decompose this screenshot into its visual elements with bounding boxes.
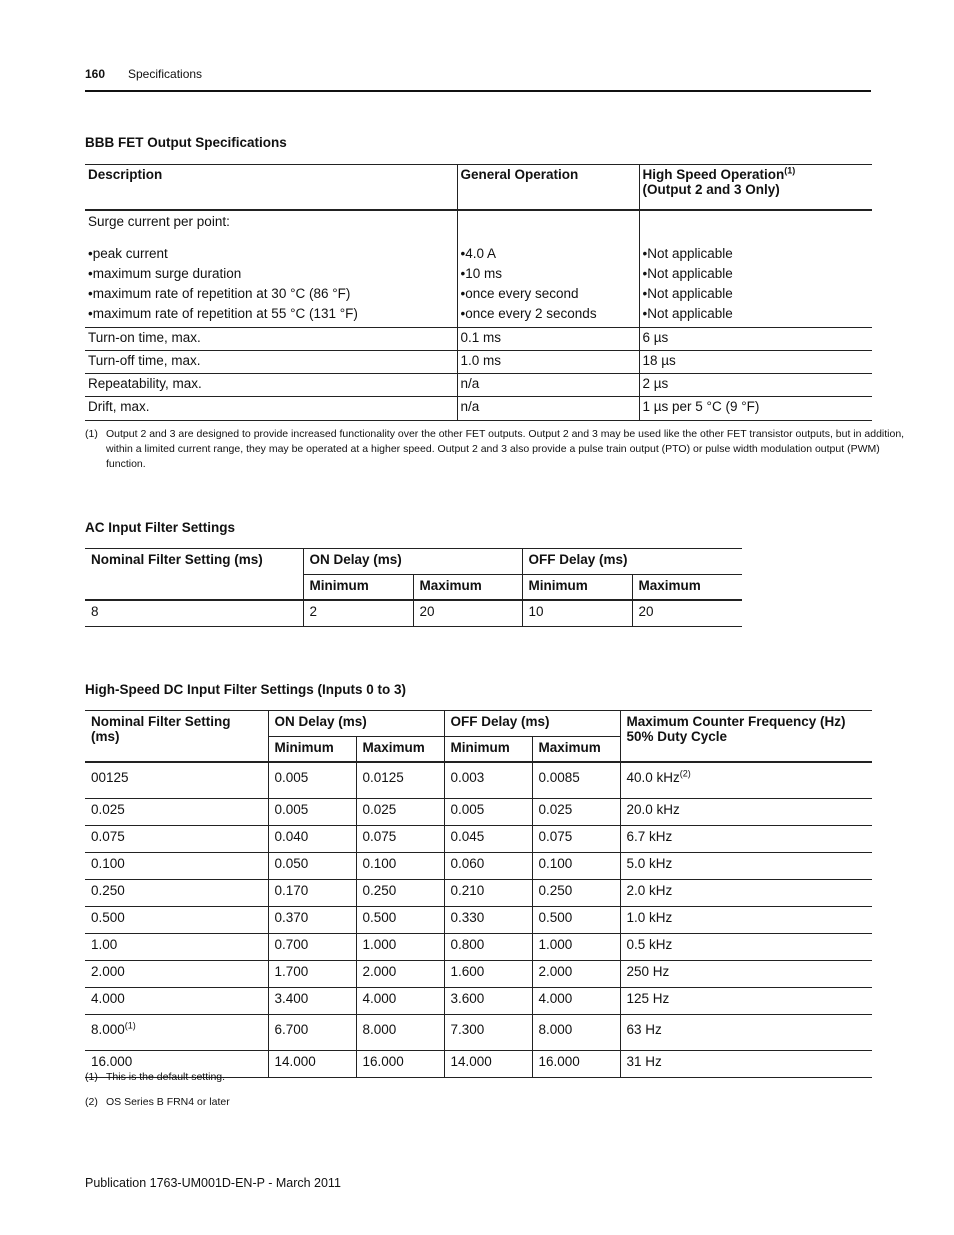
surge-description-cell bbox=[85, 210, 457, 328]
cell-value: 4.000 bbox=[362, 991, 397, 1006]
table-row bbox=[85, 397, 872, 421]
section-title: Specifications bbox=[128, 67, 203, 81]
col-on-minimum: Minimum bbox=[268, 737, 356, 763]
cell: 1.0 ms bbox=[457, 351, 639, 374]
cell bbox=[532, 1051, 620, 1078]
col-on-delay: ON Delay (ms) bbox=[303, 549, 522, 575]
cell bbox=[620, 1015, 872, 1051]
cell-value: 0.250 bbox=[538, 883, 573, 898]
footnote-number: (2) bbox=[85, 1096, 98, 1108]
table-header-row bbox=[85, 549, 742, 575]
cell: n/a bbox=[457, 397, 639, 421]
cell-value: 6.700 bbox=[274, 1022, 309, 1037]
cell bbox=[532, 1015, 620, 1051]
cell bbox=[620, 934, 872, 961]
footnote-text: OS Series B FRN4 or later bbox=[106, 1096, 230, 1108]
cell bbox=[620, 880, 872, 907]
list-item: • Not applicable bbox=[643, 286, 870, 306]
cell-value: 0.100 bbox=[362, 856, 397, 871]
cell bbox=[85, 988, 268, 1015]
cell bbox=[532, 934, 620, 961]
cell-value: 0.005 bbox=[274, 770, 309, 785]
footnote-number: (1) bbox=[85, 428, 98, 440]
cell bbox=[532, 853, 620, 880]
cell-value: 0.500 bbox=[91, 910, 125, 925]
footnote-line: within a limited current range, they may be operated at a higher speed. Output 2 and 3 also provide a pulse train output (PTO) or pulse width modulation output (PWM) bbox=[106, 443, 880, 455]
list-item: • once every 2 seconds bbox=[461, 306, 636, 326]
col-off-maximum: Maximum bbox=[532, 737, 620, 763]
cell: 10 bbox=[522, 600, 632, 627]
cell bbox=[444, 934, 532, 961]
table-header-row bbox=[85, 165, 872, 210]
cell-value: 0.025 bbox=[91, 802, 125, 817]
cell: Turn-on time, max. bbox=[85, 328, 457, 351]
cell bbox=[268, 826, 356, 853]
cell bbox=[268, 880, 356, 907]
ac-input-filter-table bbox=[85, 548, 742, 627]
fet-output-spec-table bbox=[85, 164, 872, 421]
hsdc-table-title: High-Speed DC Input Filter Settings (Inputs 0 to 3) bbox=[85, 682, 406, 697]
cell bbox=[620, 762, 872, 799]
cell bbox=[444, 988, 532, 1015]
cell bbox=[356, 762, 444, 799]
cell-value: 0.025 bbox=[538, 802, 573, 817]
cell bbox=[268, 762, 356, 799]
list-item: • once every second bbox=[461, 286, 636, 306]
cell-value: 0.100 bbox=[538, 856, 573, 871]
table-row bbox=[85, 934, 872, 961]
cell: 0.1 ms bbox=[457, 328, 639, 351]
footnote-ref: (2) bbox=[679, 768, 691, 779]
cell bbox=[620, 988, 872, 1015]
cell: 2 µs bbox=[639, 374, 872, 397]
cell: 6 µs bbox=[639, 328, 872, 351]
cell-value: 0.003 bbox=[450, 770, 485, 785]
col-on-maximum: Maximum bbox=[413, 575, 522, 601]
table-row bbox=[85, 853, 872, 880]
hsdc-footnote bbox=[85, 1070, 485, 1086]
cell-value: 8.000 bbox=[362, 1022, 397, 1037]
cell bbox=[85, 826, 268, 853]
cell-value: 00125 bbox=[91, 770, 129, 785]
cell-value: 0.330 bbox=[450, 910, 485, 925]
cell bbox=[268, 799, 356, 826]
cell bbox=[620, 907, 872, 934]
col-freq-line: Maximum Counter Frequency (Hz) bbox=[626, 714, 846, 729]
page-header bbox=[85, 66, 871, 92]
table-row bbox=[85, 799, 872, 826]
footnote-ref: (1) bbox=[784, 165, 796, 176]
cell-value: 0.370 bbox=[274, 910, 309, 925]
cell-value: 0.250 bbox=[91, 883, 125, 898]
col-on-delay: ON Delay (ms) bbox=[268, 711, 444, 737]
cell bbox=[532, 880, 620, 907]
cell bbox=[356, 880, 444, 907]
list-item: • 4.0 A bbox=[461, 246, 636, 266]
cell-value: 1.700 bbox=[274, 964, 309, 979]
cell-value: 0.5 kHz bbox=[626, 937, 673, 952]
cell-value: 6.7 kHz bbox=[626, 829, 673, 844]
cell-value: 1.0 kHz bbox=[626, 910, 673, 925]
col-high-speed-label: High Speed Operation bbox=[642, 167, 785, 182]
col-off-maximum: Maximum bbox=[632, 575, 742, 601]
cell bbox=[356, 853, 444, 880]
cell bbox=[444, 762, 532, 799]
cell: 18 µs bbox=[639, 351, 872, 374]
table-row bbox=[85, 210, 872, 328]
cell bbox=[356, 961, 444, 988]
list-item: • maximum rate of repetition at 30 °C (86 °F) bbox=[88, 286, 454, 306]
table-row bbox=[85, 988, 872, 1015]
footnote-line: Output 2 and 3 are designed to provide increased functionality over the other FET outputs. Output 2 and 3 may be used like the other FET transistor outputs, but in addition, bbox=[106, 428, 905, 440]
hsdc-input-filter-table bbox=[85, 710, 872, 1078]
cell-value: 0.0085 bbox=[538, 770, 580, 785]
cell: 8 bbox=[91, 604, 99, 619]
cell: Repeatability, max. bbox=[85, 374, 457, 397]
cell-value: 2.000 bbox=[91, 964, 125, 979]
cell bbox=[85, 907, 268, 934]
cell-value: 1.600 bbox=[450, 964, 485, 979]
cell: Drift, max. bbox=[85, 397, 457, 421]
footnote-line: function. bbox=[106, 458, 146, 470]
cell bbox=[268, 907, 356, 934]
table-row bbox=[85, 351, 872, 374]
cell-value: 250 Hz bbox=[626, 964, 670, 979]
cell bbox=[85, 1015, 268, 1051]
cell-value: 1.000 bbox=[362, 937, 397, 952]
cell bbox=[444, 799, 532, 826]
cell-value: 0.005 bbox=[450, 802, 485, 817]
list-item: • Not applicable bbox=[643, 266, 870, 286]
cell-value: 0.500 bbox=[538, 910, 573, 925]
cell-value: 2.000 bbox=[362, 964, 397, 979]
table-row bbox=[85, 328, 872, 351]
cell bbox=[620, 1051, 872, 1078]
cell-value: 0.040 bbox=[274, 829, 309, 844]
footnote-ref: (1) bbox=[124, 1020, 136, 1031]
cell bbox=[268, 961, 356, 988]
cell: 20 bbox=[632, 600, 742, 627]
cell-value: 3.400 bbox=[274, 991, 309, 1006]
cell bbox=[532, 799, 620, 826]
col-max-counter-frequency bbox=[620, 711, 872, 763]
cell-value: 0.700 bbox=[274, 937, 309, 952]
footnote-text: This is the default setting. bbox=[106, 1071, 226, 1083]
cell bbox=[85, 934, 268, 961]
cell: Turn-off time, max. bbox=[85, 351, 457, 374]
cell bbox=[268, 934, 356, 961]
cell: n/a bbox=[457, 374, 639, 397]
cell-value: 5.0 kHz bbox=[626, 856, 673, 871]
cell-value: 0.170 bbox=[274, 883, 309, 898]
cell bbox=[620, 799, 872, 826]
ac-table-title: AC Input Filter Settings bbox=[85, 520, 235, 535]
cell-value: 3.600 bbox=[450, 991, 485, 1006]
cell-value: 14.000 bbox=[450, 1054, 492, 1069]
cell-value: 0.0125 bbox=[362, 770, 404, 785]
col-high-speed-operation bbox=[639, 165, 872, 210]
cell-value: 0.250 bbox=[362, 883, 397, 898]
cell-value: 0.025 bbox=[362, 802, 397, 817]
cell-value: 63 Hz bbox=[626, 1022, 662, 1037]
publication-footer: Publication 1763-UM001D-EN-P - March 2011 bbox=[85, 1176, 341, 1190]
cell: 1 µs per 5 °C (9 °F) bbox=[639, 397, 872, 421]
page-number: 160 bbox=[85, 67, 106, 81]
cell bbox=[532, 826, 620, 853]
cell: 20 bbox=[413, 600, 522, 627]
cell-value: 4.000 bbox=[538, 991, 573, 1006]
cell-value: 0.005 bbox=[274, 802, 309, 817]
footnote-number: (1) bbox=[85, 1071, 98, 1083]
cell-value: 0.075 bbox=[362, 829, 397, 844]
col-on-maximum: Maximum bbox=[356, 737, 444, 763]
col-freq-line: 50% Duty Cycle bbox=[626, 729, 728, 744]
col-off-minimum: Minimum bbox=[522, 575, 632, 601]
cell-value: 0.050 bbox=[274, 856, 309, 871]
cell bbox=[444, 1015, 532, 1051]
list-item: • 10 ms bbox=[461, 266, 636, 286]
cell-value: 40.0 kHz bbox=[626, 770, 680, 785]
cell-value: 1.000 bbox=[538, 937, 573, 952]
cell-value: 2.000 bbox=[538, 964, 573, 979]
col-description: Description bbox=[85, 165, 457, 210]
cell-value: 16.000 bbox=[91, 1054, 133, 1069]
cell bbox=[532, 907, 620, 934]
cell bbox=[444, 880, 532, 907]
cell-value: 0.800 bbox=[450, 937, 485, 952]
table-row bbox=[85, 907, 872, 934]
list-item: • peak current bbox=[88, 246, 454, 266]
cell-value: 8.000 bbox=[538, 1022, 573, 1037]
cell bbox=[85, 762, 268, 799]
cell bbox=[356, 907, 444, 934]
cell-value: 1.00 bbox=[91, 937, 118, 952]
cell-value: 4.000 bbox=[91, 991, 125, 1006]
table-row bbox=[85, 826, 872, 853]
cell bbox=[85, 880, 268, 907]
cell bbox=[268, 1015, 356, 1051]
fet-table-title: BBB FET Output Specifications bbox=[85, 135, 287, 150]
surge-label: Surge current per point: bbox=[88, 213, 230, 229]
cell bbox=[356, 988, 444, 1015]
col-nominal-filter: Nominal Filter Setting (ms) bbox=[85, 711, 268, 763]
table-row bbox=[85, 1015, 872, 1051]
cell-value: 0.100 bbox=[91, 856, 125, 871]
cell-value: 7.300 bbox=[450, 1022, 485, 1037]
col-high-speed-sub: (Output 2 and 3 Only) bbox=[642, 182, 780, 197]
cell bbox=[85, 961, 268, 988]
cell: 2 bbox=[303, 600, 413, 627]
cell bbox=[444, 853, 532, 880]
cell-value: 2.0 kHz bbox=[626, 883, 673, 898]
hsdc-table-body bbox=[85, 762, 872, 1078]
cell-value: 20.0 kHz bbox=[626, 802, 680, 817]
table-row bbox=[85, 880, 872, 907]
cell-value: 31 Hz bbox=[626, 1054, 662, 1069]
cell-value: 125 Hz bbox=[626, 991, 670, 1006]
cell bbox=[620, 826, 872, 853]
cell bbox=[532, 961, 620, 988]
col-general-operation: General Operation bbox=[457, 165, 639, 210]
cell-value: 0.075 bbox=[538, 829, 573, 844]
cell-value: 16.000 bbox=[362, 1054, 404, 1069]
cell bbox=[356, 934, 444, 961]
cell-value: 0.060 bbox=[450, 856, 485, 871]
cell bbox=[356, 826, 444, 853]
col-off-delay: OFF Delay (ms) bbox=[522, 549, 742, 575]
cell-value: 8.000 bbox=[91, 1022, 125, 1037]
list-item: • maximum rate of repetition at 55 °C (131 °F) bbox=[88, 306, 454, 326]
cell bbox=[268, 853, 356, 880]
col-off-delay: OFF Delay (ms) bbox=[444, 711, 620, 737]
table-row bbox=[85, 600, 742, 627]
hsdc-footnote bbox=[85, 1095, 485, 1111]
table-row bbox=[85, 374, 872, 397]
table-header-row bbox=[85, 711, 872, 737]
list-item: • Not applicable bbox=[643, 246, 870, 266]
cell-value: 0.045 bbox=[450, 829, 485, 844]
list-item: • maximum surge duration bbox=[88, 266, 454, 286]
cell bbox=[356, 1015, 444, 1051]
col-on-minimum: Minimum bbox=[303, 575, 413, 601]
cell bbox=[444, 826, 532, 853]
table-row bbox=[85, 762, 872, 799]
surge-general-cell bbox=[457, 210, 639, 328]
cell bbox=[532, 988, 620, 1015]
cell-value: 16.000 bbox=[538, 1054, 580, 1069]
cell bbox=[620, 853, 872, 880]
col-off-minimum: Minimum bbox=[444, 737, 532, 763]
cell bbox=[532, 762, 620, 799]
col-nominal-filter: Nominal Filter Setting (ms) bbox=[85, 549, 303, 601]
cell-value: 0.500 bbox=[362, 910, 397, 925]
cell bbox=[85, 853, 268, 880]
surge-high-speed-cell bbox=[639, 210, 872, 328]
cell bbox=[85, 799, 268, 826]
cell bbox=[444, 961, 532, 988]
cell bbox=[268, 988, 356, 1015]
cell-value: 0.075 bbox=[91, 829, 125, 844]
list-item: • Not applicable bbox=[643, 306, 870, 326]
cell bbox=[444, 907, 532, 934]
cell bbox=[620, 961, 872, 988]
table-row bbox=[85, 961, 872, 988]
cell-value: 14.000 bbox=[274, 1054, 316, 1069]
cell-value: 0.210 bbox=[450, 883, 485, 898]
cell bbox=[356, 799, 444, 826]
